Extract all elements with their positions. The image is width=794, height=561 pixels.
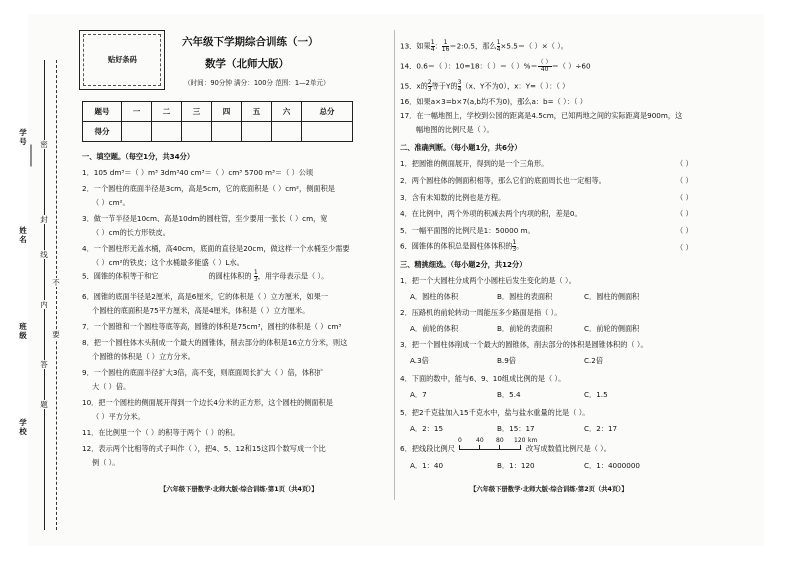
choice-2-option-b[interactable]: B．前轮的表面积 <box>497 324 553 333</box>
score-cell[interactable] <box>302 122 353 142</box>
choice-2: 2．压路机的前轮转动一周能压多少路面是指（ ）。 <box>400 308 562 317</box>
seal-char: 答 <box>40 360 48 369</box>
choice-5: 5．把2千克盐加入15千克水中，盐与盐水重量的比是（ ）。 <box>400 408 590 417</box>
score-header-cell: 四 <box>212 102 242 122</box>
score-cell[interactable] <box>182 122 212 142</box>
score-header-cell: 六 <box>272 102 302 122</box>
judge-answer-6[interactable]: （ ） <box>676 243 693 252</box>
question-10-cont: （ ）平方分米。 <box>92 412 145 421</box>
question-15: 15．x的 $\frac{2}{3}$ 等于Y的 $\frac{3}{4}$ （x、Y不为0），x：Y=（ ）：（ ） <box>400 79 570 93</box>
barcode-box <box>79 30 165 90</box>
seal-char: 要 <box>52 330 60 339</box>
judge-1: 1．把圆锥的侧面展开，得到的是一个三角形。 <box>400 159 549 168</box>
choice-1-option-a[interactable]: A．圆柱的体积 <box>410 292 459 301</box>
choice-1-option-c[interactable]: C．圆柱的侧面积 <box>584 292 640 301</box>
school-label: 学校 <box>19 418 27 436</box>
choice-4-option-a[interactable]: A．7 <box>410 390 427 399</box>
choice-6-cont: 改写成数值比例尺是（ ）。 <box>526 444 611 453</box>
section2-title: 二、准确判断。（每小题1分，共6分） <box>400 143 522 152</box>
choice-4: 4．下面的数中，能与6、9、10组成比例的是（ ）。 <box>400 374 566 383</box>
exam-subject: 数学（北师大版） <box>205 58 289 70</box>
question-8: 8．把一个圆柱体木头削成一个最大的圆锥体，削去部分的体积是16立方分米，则这 <box>82 338 348 347</box>
fraction: $\frac{1}{3}$ <box>253 269 258 283</box>
question-3: 3．做一节半径是10cm、高是10dm的圆柱管，至少要用一张长（ ）cm，宽 <box>82 214 328 223</box>
choice-6-option-a[interactable]: A．1：40 <box>410 461 444 470</box>
question-12: 12．表示两个比相等的式子叫作（ ），把4、5、12和15这四个数写成一个比 <box>82 444 326 453</box>
choice-1-option-b[interactable]: B．圆柱的表面积 <box>497 292 553 301</box>
exam-title: 六年级下学期综合训练（一） <box>182 36 319 48</box>
seal-char: 内 <box>40 300 48 309</box>
seal-char: 线 <box>40 250 48 259</box>
choice-5-option-c[interactable]: C．2：17 <box>584 424 618 433</box>
choice-6-option-b[interactable]: B．1：120 <box>497 461 535 470</box>
score-cell[interactable] <box>122 122 152 142</box>
seal-dashed-line <box>56 60 57 530</box>
page-footer-1: 【六年级下册数学·北师大版·综合训练·第1页（共4页）】 <box>160 486 318 493</box>
choice-3-option-b[interactable]: B.9倍 <box>497 356 516 365</box>
choice-3-option-c[interactable]: C.2倍 <box>584 356 604 365</box>
binding-margin <box>16 0 68 561</box>
score-header-cell: 题号 <box>83 102 122 122</box>
choice-6: 6．把线段比例尺 <box>400 444 455 453</box>
question-6: 6．圆锥的底面半径是2厘米，高是6厘米，它的体积是（ ）立方厘米，如果一 <box>82 292 329 301</box>
seal-char: 题 <box>40 400 48 409</box>
question-10: 10．把一个圆柱的侧面展开得到一个边长4分米的正方形，这个圆柱的侧面积是 <box>82 398 333 407</box>
choice-5-option-a[interactable]: A．2：15 <box>410 424 444 433</box>
question-11: 11．在比例里一个（ ）的积等于两个（ ）的积。 <box>82 428 240 437</box>
choice-3: 3．把一个圆柱体削成一个最大的圆锥体，削去部分的体积是圆锥体积的（ ）。 <box>400 340 648 349</box>
question-1: 1．105 dm³＝（ ）m³ 3dm³40 cm³＝（ ）cm³ 5700 m³＝（ ）公顷 <box>82 168 314 177</box>
question-17: 17．在一幅地图上，学校到公园的距离是4.5cm，已知两地之间的实际距离是900m，这 <box>400 111 683 120</box>
score-header-cell: 五 <box>242 102 272 122</box>
question-7: 7．一个圆锥和一个圆柱等底等高，圆锥的体积是75cm³，圆柱的体积是（ ）cm³ <box>82 322 342 331</box>
judge-5: 5．一幅平面图的比例尺是1：50000 m。 <box>400 226 535 235</box>
seal-line <box>44 60 45 530</box>
choice-2-option-c[interactable]: C．前轮的侧面积 <box>584 324 640 333</box>
score-cell[interactable] <box>242 122 272 142</box>
score-header-cell: 总分 <box>302 102 353 122</box>
question-8-cont: 个圆锥的体积是（ ）立方分米。 <box>92 352 195 361</box>
score-row-label: 得分 <box>83 122 122 142</box>
question-14: 14．0.6＝（ ）：10=18：（ ）＝（ ）%＝ $\frac{( )}{40}$ ＝（ ）÷60 <box>400 59 591 73</box>
score-cell[interactable] <box>272 122 302 142</box>
question-9: 9．一个圆柱的底面半径扩大3倍，高不变，则底面周长扩大（ ）倍，体积扩 <box>82 368 324 377</box>
question-16: 16．如果a×3=b×7(a,b均不为0)，那么a：b=（ ）：（ ） <box>400 97 587 106</box>
judge-4: 4．在比例中，两个外项的积减去两个内项的积，差是0。 <box>400 209 582 218</box>
question-2: 2．一个圆柱的底面半径是3cm，高是5cm，它的底面积是（ ）cm²，侧面积是 <box>82 184 335 193</box>
question-9-cont: 大（ ）倍。 <box>92 382 131 391</box>
choice-4-option-b[interactable]: B．5.4 <box>497 390 521 399</box>
judge-answer-3[interactable]: （ ） <box>676 193 693 202</box>
page-footer-2: 【六年级下册数学·北师大版·综合训练·第2页（共4页）】 <box>470 486 628 493</box>
choice-6-option-c[interactable]: C．1：4000000 <box>584 461 640 470</box>
column-divider <box>394 30 395 500</box>
judge-3: 3．含有未知数的比例也是方程。 <box>400 193 506 202</box>
class-label: 班级 <box>19 322 27 340</box>
student-name-label: 姓名 <box>19 226 27 244</box>
question-3-cont: （ ）cm的长方形铁皮。 <box>92 228 170 237</box>
score-header-cell: 二 <box>152 102 182 122</box>
judge-answer-1[interactable]: （ ） <box>676 159 693 168</box>
seal-char: 封 <box>40 215 48 224</box>
seal-char: 不 <box>52 278 60 287</box>
question-4-cont: （ ）cm²的铁皮；这个水桶最多能盛（ ）L水。 <box>92 258 244 267</box>
choice-2-option-a[interactable]: A．前轮的体积 <box>410 324 459 333</box>
student-id-label: 学号 <box>19 128 27 146</box>
judge-answer-4[interactable]: （ ） <box>676 209 693 218</box>
section1-title: 一、填空题。（每空1分，共34分） <box>82 152 195 161</box>
choice-3-option-a[interactable]: A.3倍 <box>410 356 429 365</box>
question-2-cont: （ ）cm²。 <box>92 198 130 207</box>
question-13: 13．如果 $\frac{1}{4}$ ： $\frac{1}{16}$ ＝2:0.5，那么 $\frac{1}{4}$ ×5.5＝（ ）×（ ）。 <box>400 39 568 53</box>
question-12-cont: 例（ ）。 <box>92 458 120 467</box>
question-5: 5．圆锥的体积等于和它 的圆柱体积的 $\frac{1}{3}$ ，用字母表示是（ ）。 <box>82 269 329 283</box>
barcode-label: 贴好条码 <box>108 55 137 64</box>
judge-2: 2．两个圆柱体的侧面积相等，那么它们的底面周长也一定相等。 <box>400 176 606 185</box>
judge-6: 6．圆锥体的体积总是圆柱体体积的 $\frac{1}{3}$ 。 <box>400 239 524 253</box>
section3-title: 三、精挑细选。（每小题2分，共12分） <box>400 260 527 269</box>
seal-char: 密 <box>40 140 48 149</box>
question-17-cont: 幅地图的比例尺是（ ）。 <box>416 125 494 134</box>
choice-1: 1．把一个大圆柱分成两个小圆柱后发生变化的是（ ）。 <box>400 276 576 285</box>
judge-answer-2[interactable]: （ ） <box>676 176 693 185</box>
exam-info: （时间：90分钟 满分：100分 范围：1—2单元） <box>184 79 330 87</box>
score-cell[interactable] <box>152 122 182 142</box>
question-6-cont: 个圆柱的底面积是75平方厘米，高是4厘米，体积是（ ）立方厘米。 <box>92 306 310 315</box>
choice-5-option-b[interactable]: B．15：17 <box>497 424 535 433</box>
score-header-cell: 三 <box>182 102 212 122</box>
question-4: 4．一个圆柱形无盖水桶，高40cm，底面的直径是20cm，做这样一个水桶至少需要 <box>82 244 350 253</box>
score-table <box>82 101 353 142</box>
score-header-cell: 一 <box>122 102 152 122</box>
choice-4-option-c[interactable]: C．1.5 <box>584 390 608 399</box>
score-cell[interactable] <box>212 122 242 142</box>
judge-answer-5[interactable]: （ ） <box>676 226 693 235</box>
